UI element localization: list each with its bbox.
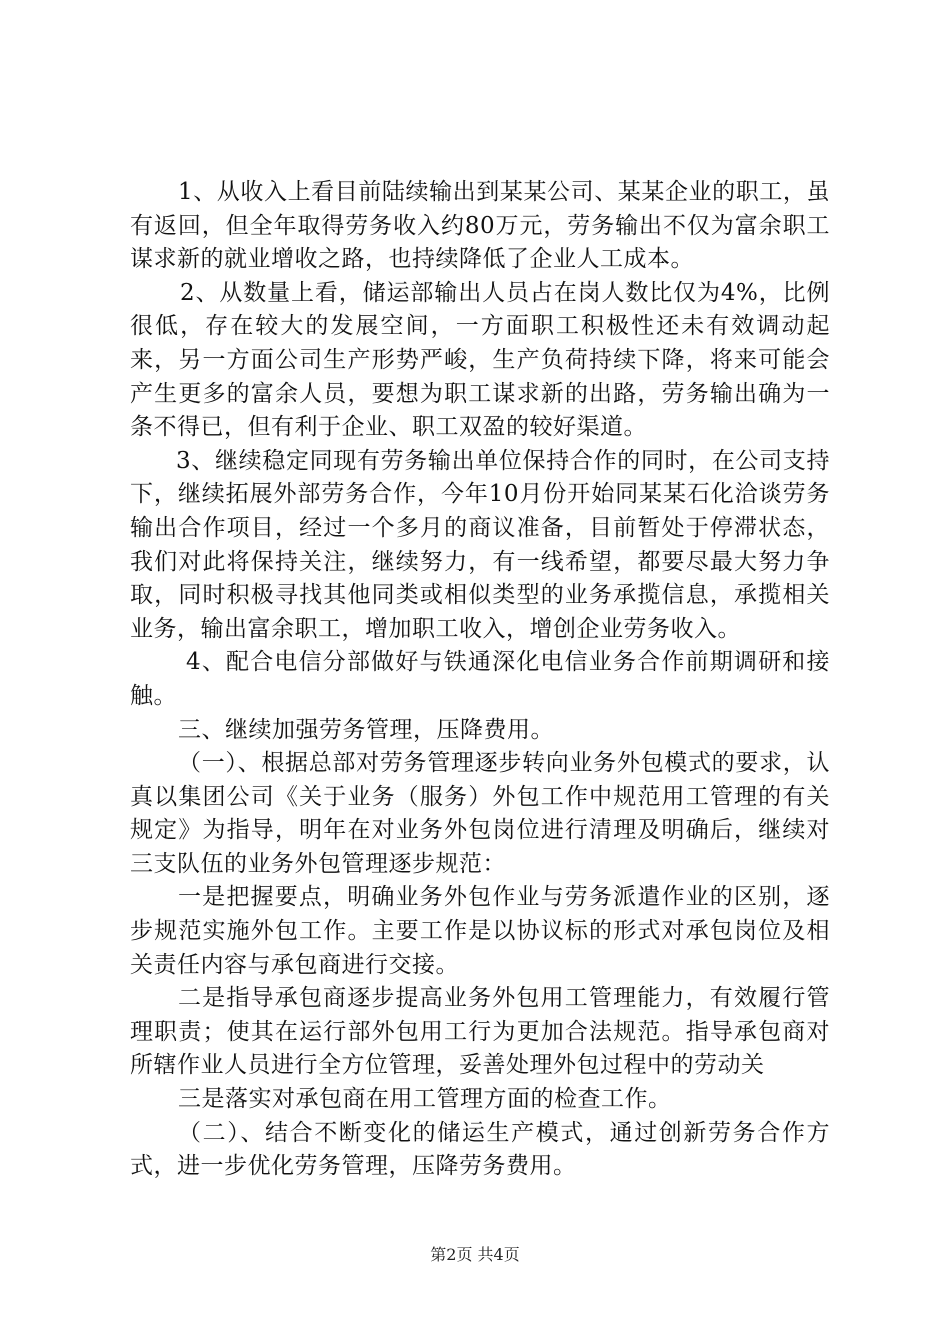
document-body — [130, 176, 830, 1184]
paragraph-point-three: 三是落实对承包商在用工管理方面的检查工作。 — [178, 1086, 672, 1113]
page-number-footer: 第2页 共4页 — [430, 1245, 520, 1264]
paragraph-income: 1、从收入上看目前陆续输出到某某公司、某某企业的职工，虽有返回，但全年取得劳务收入约80万元，劳务输出不仅为富余职工谋求新的就业增收之路，也持续降低了企业人工成本。 — [130, 179, 830, 273]
paragraph-telecom: 4、配合电信分部做好与铁通深化电信业务合作前期调研和接触。 — [130, 649, 830, 709]
paragraph-outsourcing-requirement: （一）、根据总部对劳务管理逐步转向业务外包模式的要求，认真以集团公司《关于业务（服务）外包工作中规范用工管理的有关规定》为指导，明年在对业务外包岗位进行清理及明确后，继续对三支队伍的业务外包管理逐步规范： — [130, 750, 830, 877]
paragraph-quantity: 2、从数量上看，储运部输出人员占在岗人数比仅为4%，比例很低，存在较大的发展空间，一方面职工积极性还未有效调动起来，另一方面公司生产形势严峻，生产负荷持续下降，将来可能会产生更多的富余人员，要想为职工谋求新的出路，劳务输出确为一条不得已，但有利于企业、职工双盈的较好渠道。 — [130, 279, 830, 441]
paragraph-point-one: 一是把握要点，明确业务外包作业与劳务派遣作业的区别，逐步规范实施外包工作。主要工作是以协议标的形式对承包岗位及相关责任内容与承包商进行交接。 — [130, 884, 830, 978]
section-heading-three: 三、继续加强劳务管理，压降费用。 — [178, 716, 554, 743]
paragraph-point-two: 二是指导承包商逐步提高业务外包用工管理能力，有效履行管理职责；使其在运行部外包用工行为更加合法规范。指导承包商对所辖作业人员进行全方位管理，妥善处理外包过程中的劳动关 — [130, 985, 830, 1079]
paragraph-cooperation: 3、继续稳定同现有劳务输出单位保持合作的同时，在公司支持下，继续拓展外部劳务合作，今年10月份开始同某某石化洽谈劳务输出合作项目，经过一个多月的商议准备，目前暂处于停滞状态，我们对此将保持关注，继续努力，有一线希望，都要尽最大努力争取，同时积极寻找其他同类或相似类型的业务承揽信息，承揽相关业务，输出富余职工，增加职工收入，增创企业劳务收入。 — [130, 447, 830, 642]
paragraph-optimize: （二）、结合不断变化的储运生产模式，通过创新劳务合作方式，进一步优化劳务管理，压降劳务费用。 — [130, 1119, 830, 1180]
